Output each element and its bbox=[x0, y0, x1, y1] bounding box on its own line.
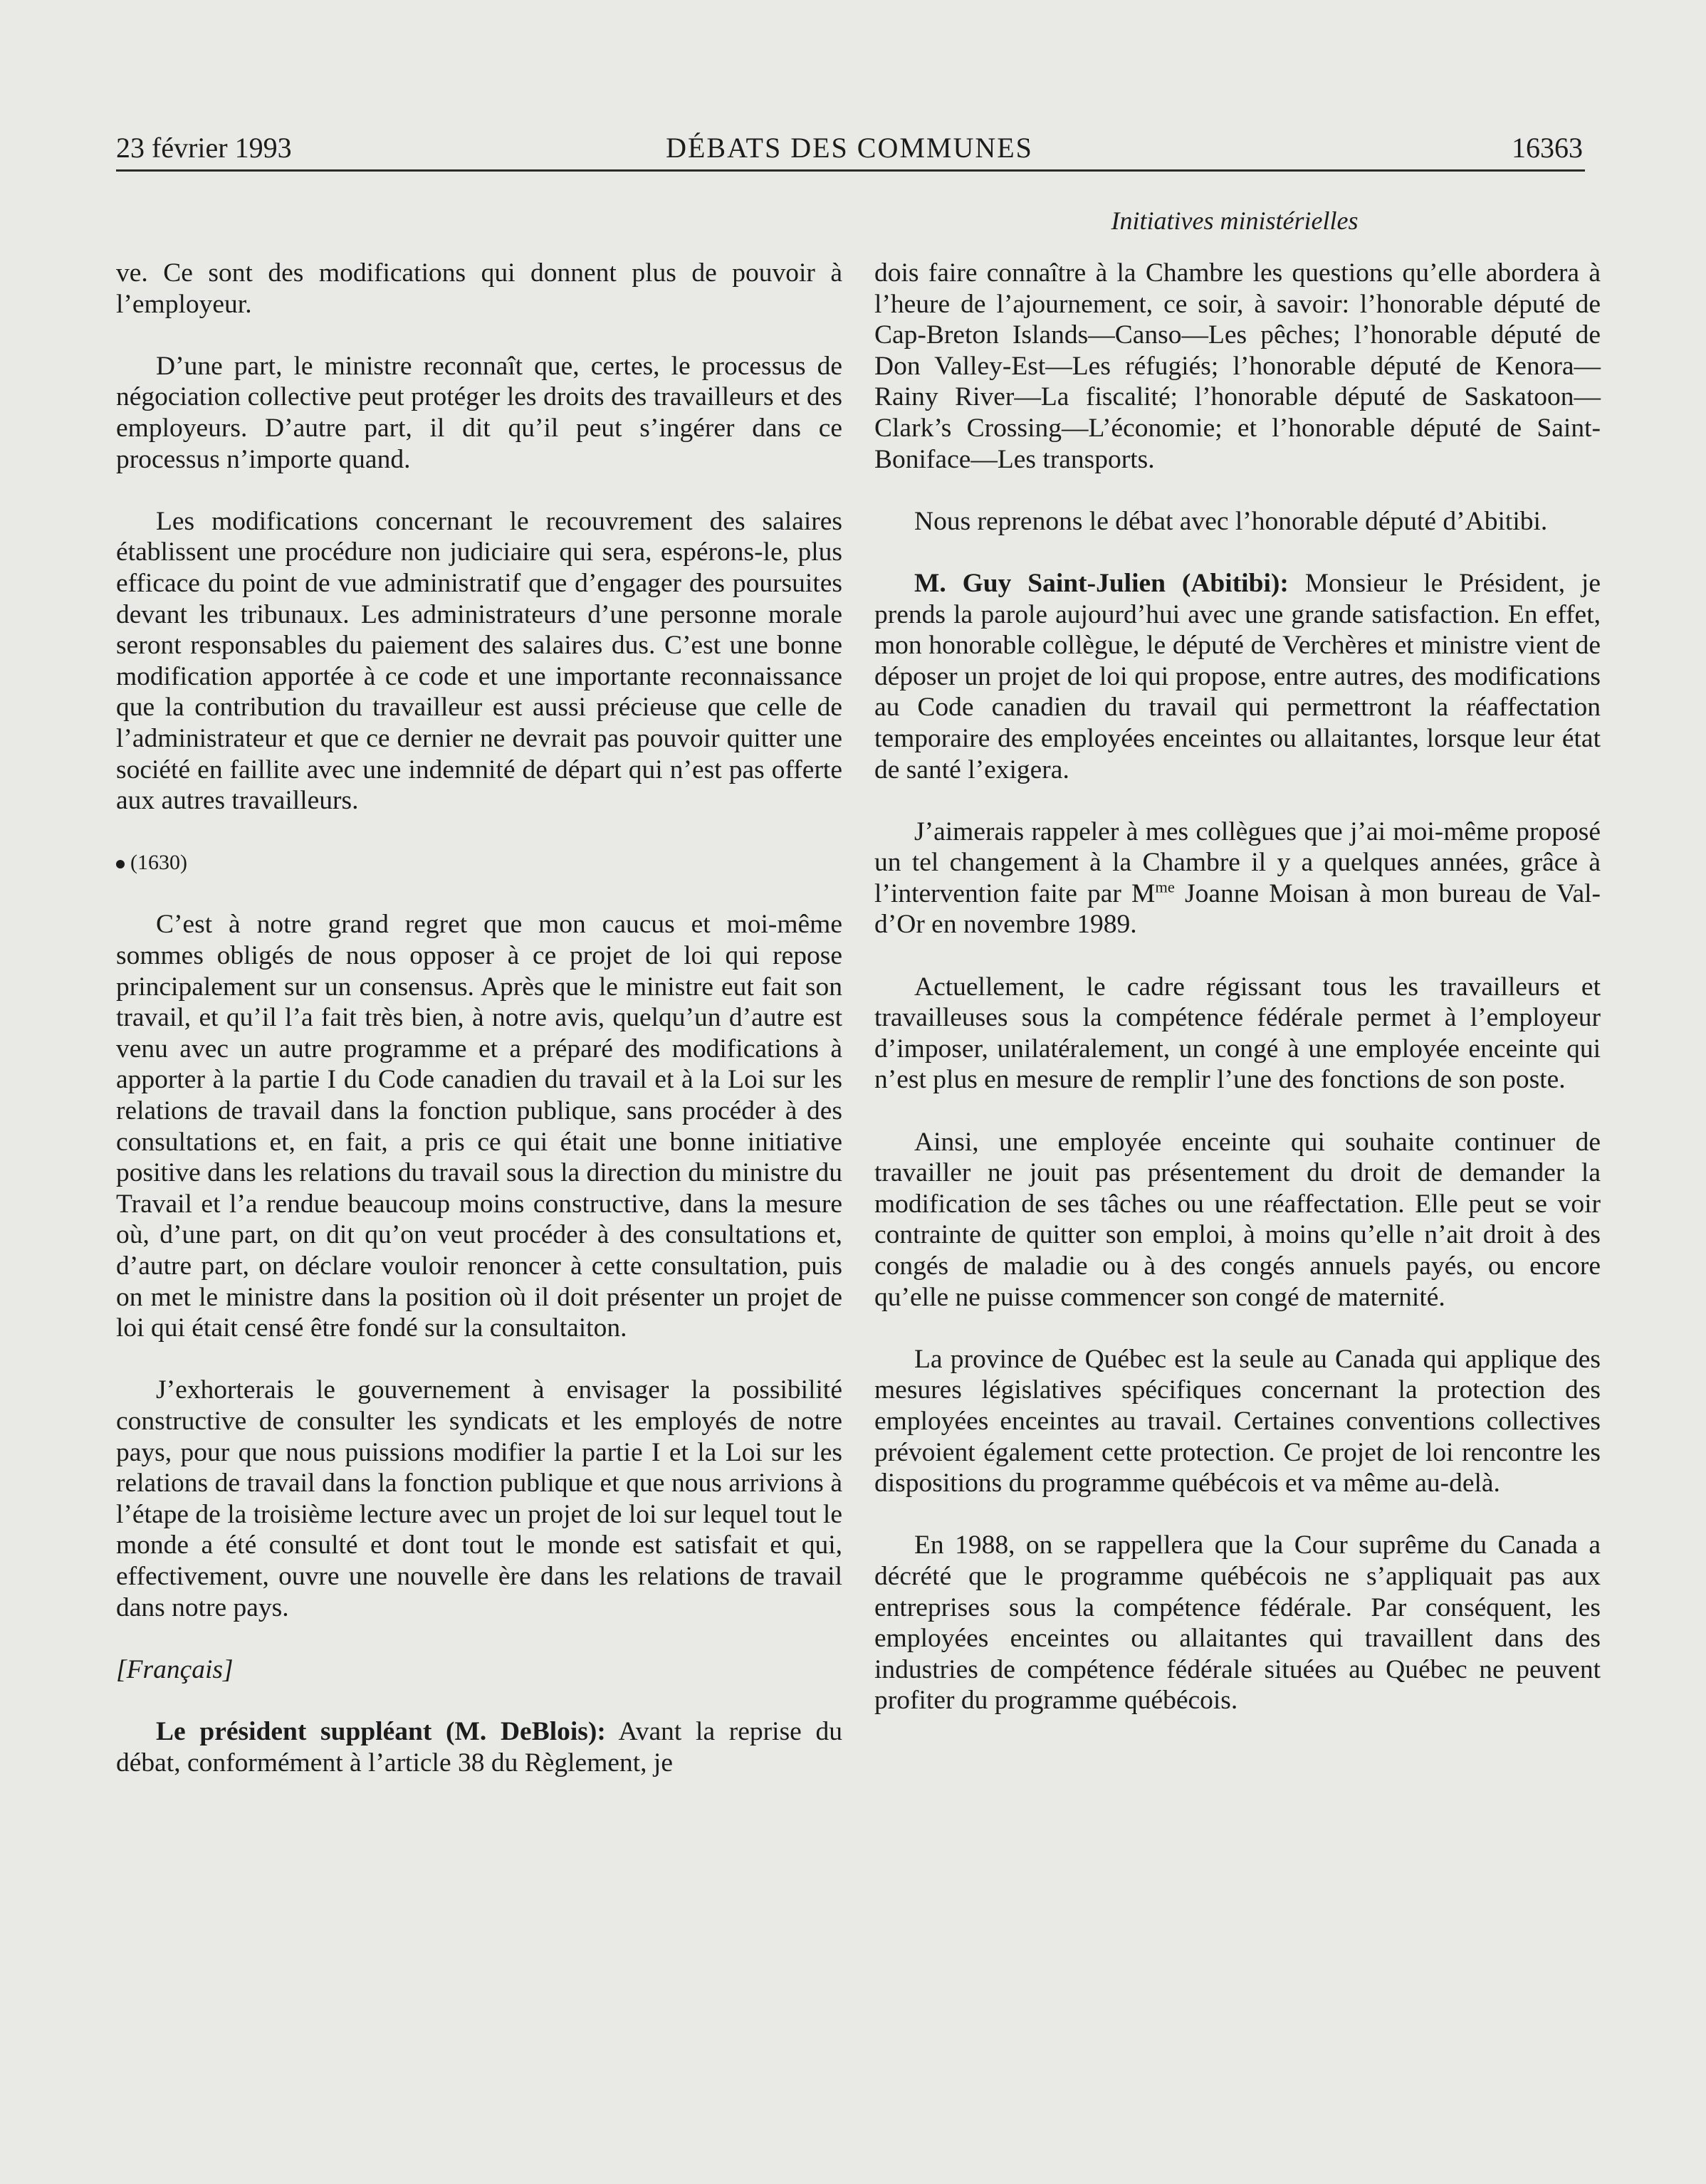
time-marker-text: (1630) bbox=[130, 851, 187, 875]
paragraph: Ainsi, une employée enceinte qui souhaite continuer de travailler ne jouit pas présentement du droit de demander la modification de ses tâches ou une réaffectation. Elle peut se voir contrainte de quitter son emploi, à moins qu’elle n’ait droit à des congés de maladie ou à des congés annuels payés, ou encore qu’elle ne puisse commencer son congé de maternité. bbox=[874, 1127, 1601, 1312]
section-heading: Initiatives ministérielles bbox=[1111, 206, 1359, 235]
paragraph: Les modifications concernant le recouvrement des salaires établissent une procédure non judiciaire qui sera, espérons-le, plus efficace du point de vue administratif que d’engager des poursuites devant les tribunaux. Les administrateurs d’une personne morale seront responsables du paiement des salaires dus. C’est une bonne modification apportée à ce code et une importante reconnaissance que la contribution du travailleur est aussi précieuse que celle de l’administrateur et que ce dernier ne devrait pas pouvoir quitter une société en faillite avec une indemnité de départ qui n’est pas offerte aux autres travailleurs. bbox=[116, 506, 842, 816]
time-marker bbox=[116, 847, 842, 878]
paragraph: C’est à notre grand regret que mon caucus et moi-même sommes obligés de nous opposer à ce projet de loi qui repose principalement sur un consensus. Après que le ministre eut fait son travail, et qu’il l’a fait très bien, à notre avis, quelqu’un d’autre est venu avec un autre programme et a préparé des modifications à apporter à la partie I du Code canadien du travail et à la Loi sur les relations de travail dans la fonction publique, sans procéder à des consultations et, en fait, a pris ce qui était une bonne initiative positive dans les relations du travail sous la direction du ministre du Travail et l’a rendue beaucoup moins constructive, dans la mesure où, d’une part, on dit qu’on veut procéder à des consultations et, d’autre part, on déclare vouloir renoncer à cette consultation, puis on met le ministre dans la position où il doit présenter un projet de loi qui était censé être fondé sur la consultaiton. bbox=[116, 910, 842, 1343]
header-date: 23 février 1993 bbox=[116, 132, 292, 164]
left-column bbox=[116, 258, 842, 1778]
paragraph: Actuellement, le cadre régissant tous les travailleurs et travailleuses sous la compétence fédérale permet à l’employeur d’imposer, unilatéralement, un congé à une employée enceinte qui n’est plus en mesure de remplir l’une des fonctions de son poste. bbox=[874, 972, 1601, 1095]
speaker-paragraph bbox=[116, 1716, 842, 1778]
paragraph: La province de Québec est la seule au Canada qui applique des mesures législatives spécifiques concernant la protection des employées enceintes au travail. Certaines conventions collectives prévoient également cette protection. Ce projet de loi rencontre les dispositions du programme québécois et va même au-delà. bbox=[874, 1344, 1601, 1498]
paragraph: dois faire connaître à la Chambre les questions qu’elle abordera à l’heure de l’ajournement, ce soir, à savoir: l’honorable député de Cap-Breton Islands—Canso—Les pêches; l’honorable député de Don Valley-Est—Les réfugiés; l’honorable député de Kenora—Rainy River—La fiscalité; l’honorable député de Saskatoon—Clark’s Crossing—L’économie; et l’honorable député de Saint-Boniface—Les transports. bbox=[874, 258, 1601, 474]
header-rule bbox=[116, 169, 1585, 172]
page-header bbox=[116, 127, 1583, 169]
bullet-icon bbox=[116, 860, 125, 868]
paragraph: ve. Ce sont des modifications qui donnent plus de pouvoir à l’employeur. bbox=[116, 258, 842, 319]
paragraph-text: J’aimerais rappeler à mes collègues que j’ai moi-même proposé un tel changement à la Chambre il y a quelques années, grâce à l’intervention faite par M bbox=[874, 817, 1601, 908]
header-title: DÉBATS DES COMMUNES bbox=[666, 132, 1033, 164]
paragraph: Nous reprenons le débat avec l’honorable député d’Abitibi. bbox=[914, 506, 1548, 536]
speaker-name: M. Guy Saint-Julien (Abitibi): bbox=[914, 568, 1289, 598]
header-page-number: 16363 bbox=[1512, 132, 1583, 164]
language-tag: [Français] bbox=[116, 1654, 234, 1684]
speaker-name: Le président suppléant (M. DeBlois): bbox=[156, 1716, 606, 1746]
paragraph bbox=[874, 817, 1601, 940]
right-column bbox=[874, 258, 1601, 1716]
speaker-paragraph bbox=[874, 568, 1601, 785]
speaker-text: Avant la reprise du débat, conformément à l’article 38 du Règlement, je bbox=[116, 1716, 842, 1778]
superscript: me bbox=[1155, 878, 1175, 896]
speaker-text: Monsieur le Président, je prends la parole aujourd’hui avec une grande satisfaction. En effet, mon honorable collègue, le député de Verchères et ministre vient de déposer un projet de loi qui propose, entre autres, des modifications au Code canadien du travail qui permettront la réaffectation temporaire des employées enceintes ou allaitantes, lorsque leur état de santé l’exigera. bbox=[874, 568, 1601, 784]
paragraph: D’une part, le ministre reconnaît que, certes, le processus de négociation collective peut protéger les droits des travailleurs et des employeurs. D’autre part, il dit qu’il peut s’ingérer dans ce processus n’importe quand. bbox=[116, 351, 842, 474]
paragraph-text: Joanne Moisan à mon bureau de Val-d’Or en novembre 1989. bbox=[874, 878, 1601, 940]
paragraph: J’exhorterais le gouvernement à envisager la possibilité constructive de consulter les syndicats et les employés de notre pays, pour que nous puissions modifier la partie I et la Loi sur les relations de travail dans la fonction publique et que nous arrivions à l’étape de la troisième lecture avec un projet de loi sur lequel tout le monde a été consulté et dont tout le monde est satisfait et qui, effectivement, ouvre une nouvelle ère dans les relations de travail dans notre pays. bbox=[116, 1375, 842, 1622]
paragraph: En 1988, on se rappellera que la Cour suprême du Canada a décrété que le programme québécois ne s’appliquait pas aux entreprises sous la compétence fédérale. Par conséquent, les employées enceintes ou allaitantes qui travaillent dans des industries de compétence fédérale situées au Québec ne peuvent profiter du programme québécois. bbox=[874, 1531, 1601, 1716]
